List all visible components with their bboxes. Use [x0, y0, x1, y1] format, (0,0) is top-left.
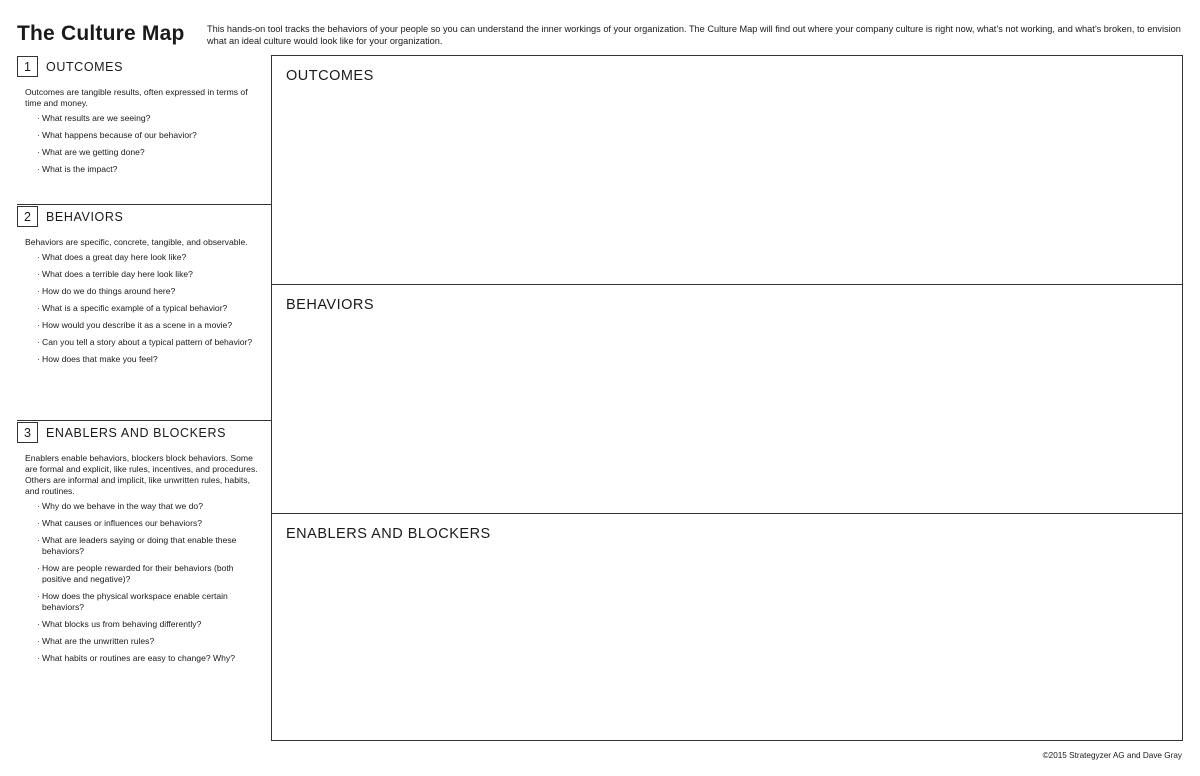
- section-divider: [17, 204, 271, 205]
- outcomes-box[interactable]: [272, 56, 1182, 285]
- question-item: · How would you describe it as a scene in a movie?: [38, 320, 260, 331]
- intro-text: This hands-on tool tracks the behaviors of your people so you can understand the inner workings of your organization. The Culture Map will find out where your company culture is right now, what’s not working, and what’s broken, to envision what an ideal culture would look like for your organization.: [207, 24, 1181, 46]
- question-item: · What results are we seeing?: [38, 113, 260, 124]
- section-title: OUTCOMES: [46, 59, 124, 74]
- question-item: · Why do we behave in the way that we do?: [38, 501, 260, 512]
- culture-map-canvas: [271, 55, 1183, 741]
- question-item: · Can you tell a story about a typical pattern of behavior?: [38, 337, 260, 348]
- section-number: 3: [17, 422, 38, 443]
- question-item: · What is the impact?: [38, 164, 260, 175]
- section-header: [17, 422, 271, 443]
- section-title: BEHAVIORS: [46, 209, 124, 224]
- section-description: Behaviors are specific, concrete, tangible, and observable.: [25, 237, 248, 247]
- question-item: · What blocks us from behaving differently?: [38, 619, 260, 630]
- question-item: · What causes or influences our behaviors?: [38, 518, 260, 529]
- copyright: ©2015 Strategyzer AG and Dave Gray: [1042, 751, 1182, 760]
- section-number: 2: [17, 206, 38, 227]
- question-item: · What does a great day here look like?: [38, 252, 260, 263]
- question-item: · What are leaders saying or doing that enable these behaviors?: [38, 535, 260, 557]
- section-description: Enablers enable behaviors, blockers block behaviors. Some are formal and explicit, like rules, incentives, and procedures. Others are informal and implicit, like unwritten rules, habits, and routines.: [25, 453, 258, 496]
- question-item: · What are the unwritten rules?: [38, 636, 260, 647]
- section-number: 1: [17, 56, 38, 77]
- question-list: [38, 252, 260, 365]
- page-title: The Culture Map: [17, 22, 185, 45]
- section-divider: [17, 420, 271, 421]
- behaviors-box[interactable]: [272, 284, 1182, 513]
- guide-section-outcomes: [17, 56, 271, 181]
- section-header: [17, 206, 271, 227]
- question-item: · What is a specific example of a typical behavior?: [38, 303, 260, 314]
- question-list: [38, 501, 260, 664]
- guide-section-behaviors: [17, 206, 271, 371]
- question-item: · What are we getting done?: [38, 147, 260, 158]
- section-description: Outcomes are tangible results, often expressed in terms of time and money.: [25, 87, 248, 108]
- question-item: · How do we do things around here?: [38, 286, 260, 297]
- enablers-blockers-box[interactable]: [272, 513, 1182, 740]
- section-title: ENABLERS AND BLOCKERS: [46, 425, 227, 440]
- guide-section-enablers-blockers: [17, 422, 271, 670]
- question-item: · What happens because of our behavior?: [38, 130, 260, 141]
- question-item: · How does that make you feel?: [38, 354, 260, 365]
- box-label: ENABLERS AND BLOCKERS: [286, 526, 491, 542]
- box-label: OUTCOMES: [286, 68, 374, 84]
- question-item: · How are people rewarded for their behaviors (both positive and negative)?: [38, 563, 260, 585]
- section-header: [17, 56, 271, 77]
- question-list: [38, 113, 260, 175]
- question-item: · What habits or routines are easy to change? Why?: [38, 653, 260, 664]
- box-label: BEHAVIORS: [286, 297, 375, 313]
- question-item: · What does a terrible day here look like?: [38, 269, 260, 280]
- guide-panel: [17, 56, 271, 741]
- question-item: · How does the physical workspace enable certain behaviors?: [38, 591, 260, 613]
